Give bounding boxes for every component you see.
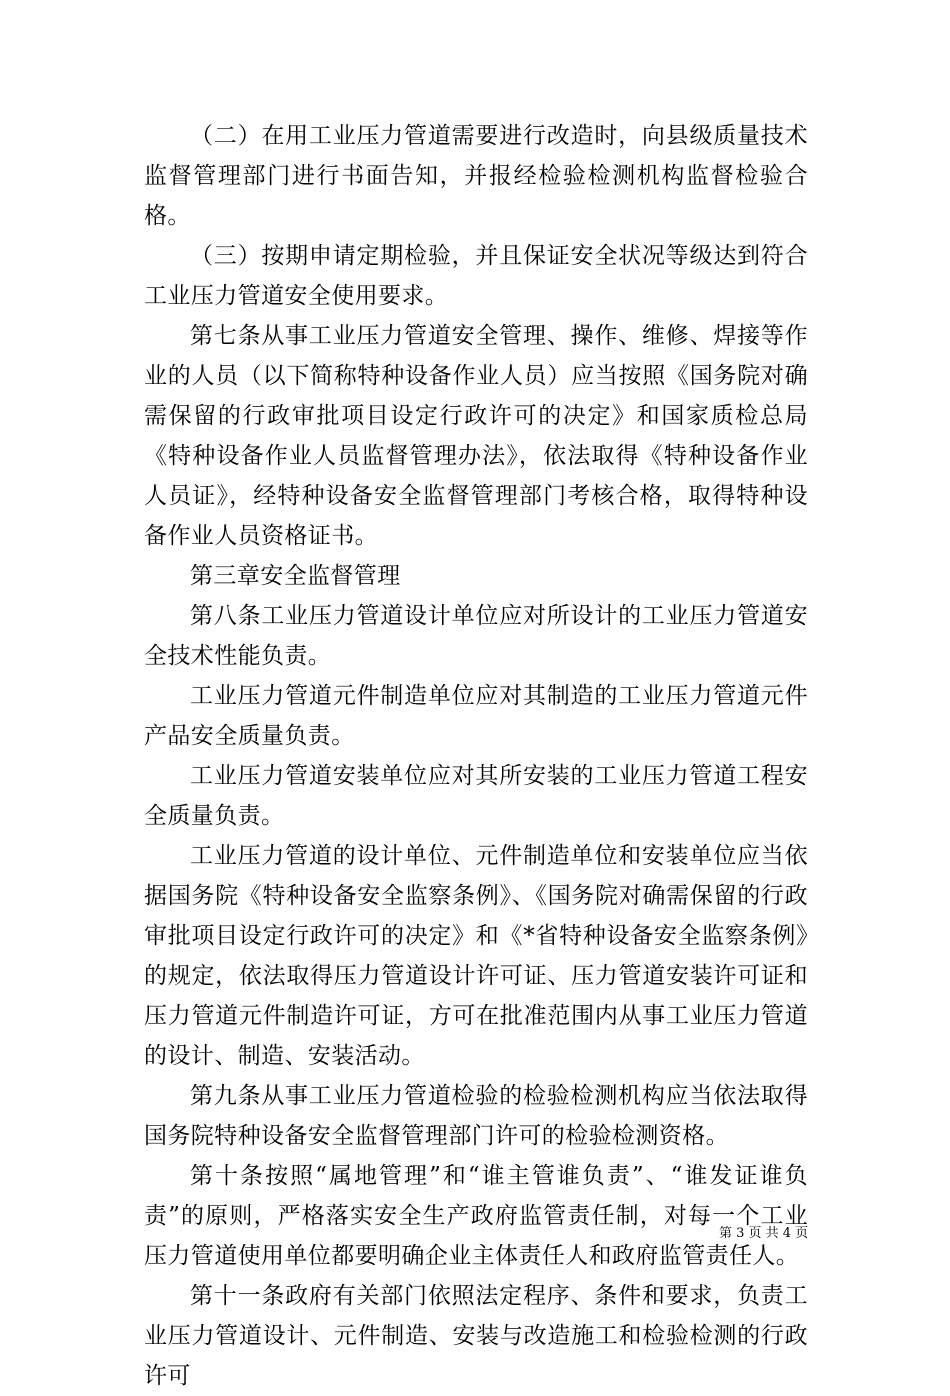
paragraph: 第八条工业压力管道设计单位应对所设计的工业压力管道安全技术性能负责。 (144, 603, 808, 669)
paragraph: 第十一条政府有关部门依照法定程序、条件和要求，负责工业压力管道设计、元件制造、安装与改造施工和检验检测的行政许可 (144, 1283, 808, 1389)
paragraph: 第九条从事工业压力管道检验的检验检测机构应当依法取得国务院特种设备安全监督管理部门许可的检验检测资格。 (144, 1083, 808, 1149)
paragraph: 工业压力管道的设计单位、元件制造单位和安装单位应当依据国务院《特种设备安全监察条例》、《国务院对确需保留的行政审批项目设定行政许可的决定》和《*省特种设备安全监察条例》的规定，依法取得压力管道设计许可证、压力管道安装许可证和压力管道元件制造许可证，方可在批准范围内从事工业压力管道的设计、制造、安装活动。 (144, 843, 808, 1069)
chapter-heading: 第三章安全监督管理 (190, 563, 401, 589)
paragraph: 第七条从事工业压力管道安全管理、操作、维修、焊接等作业的人员（以下简称特种设备作业人员）应当按照《国务院对确需保留的行政审批项目设定行政许可的决定》和国家质检总局《特种设备作业人员监督管理办法》，依法取得《特种设备作业人员证》，经特种设备安全监督管理部门考核合格，取得特种设备作业人员资格证书。 (144, 323, 808, 549)
paragraph: （二）在用工业压力管道需要进行改造时，向县级质量技术监督管理部门进行书面告知，并报经检验检测机构监督检验合格。 (144, 123, 808, 229)
paragraph: 第十条按照“属地管理”和“谁主管谁负责”、“谁发证谁负责”的原则，严格落实安全生产政府监管责任制，对每一个工业压力管道使用单位都要明确企业主体责任人和政府监管责任人。 (144, 1163, 808, 1269)
paragraph: （三）按期申请定期检验，并且保证安全状况等级达到符合工业压力管道安全使用要求。 (144, 243, 808, 309)
page-number: 第 3 页 共 4 页 (719, 1226, 809, 1241)
paragraph: 工业压力管道安装单位应对其所安装的工业压力管道工程安全质量负责。 (144, 763, 808, 829)
paragraph: 工业压力管道元件制造单位应对其制造的工业压力管道元件产品安全质量负责。 (144, 683, 808, 749)
document-body (144, 116, 808, 1396)
